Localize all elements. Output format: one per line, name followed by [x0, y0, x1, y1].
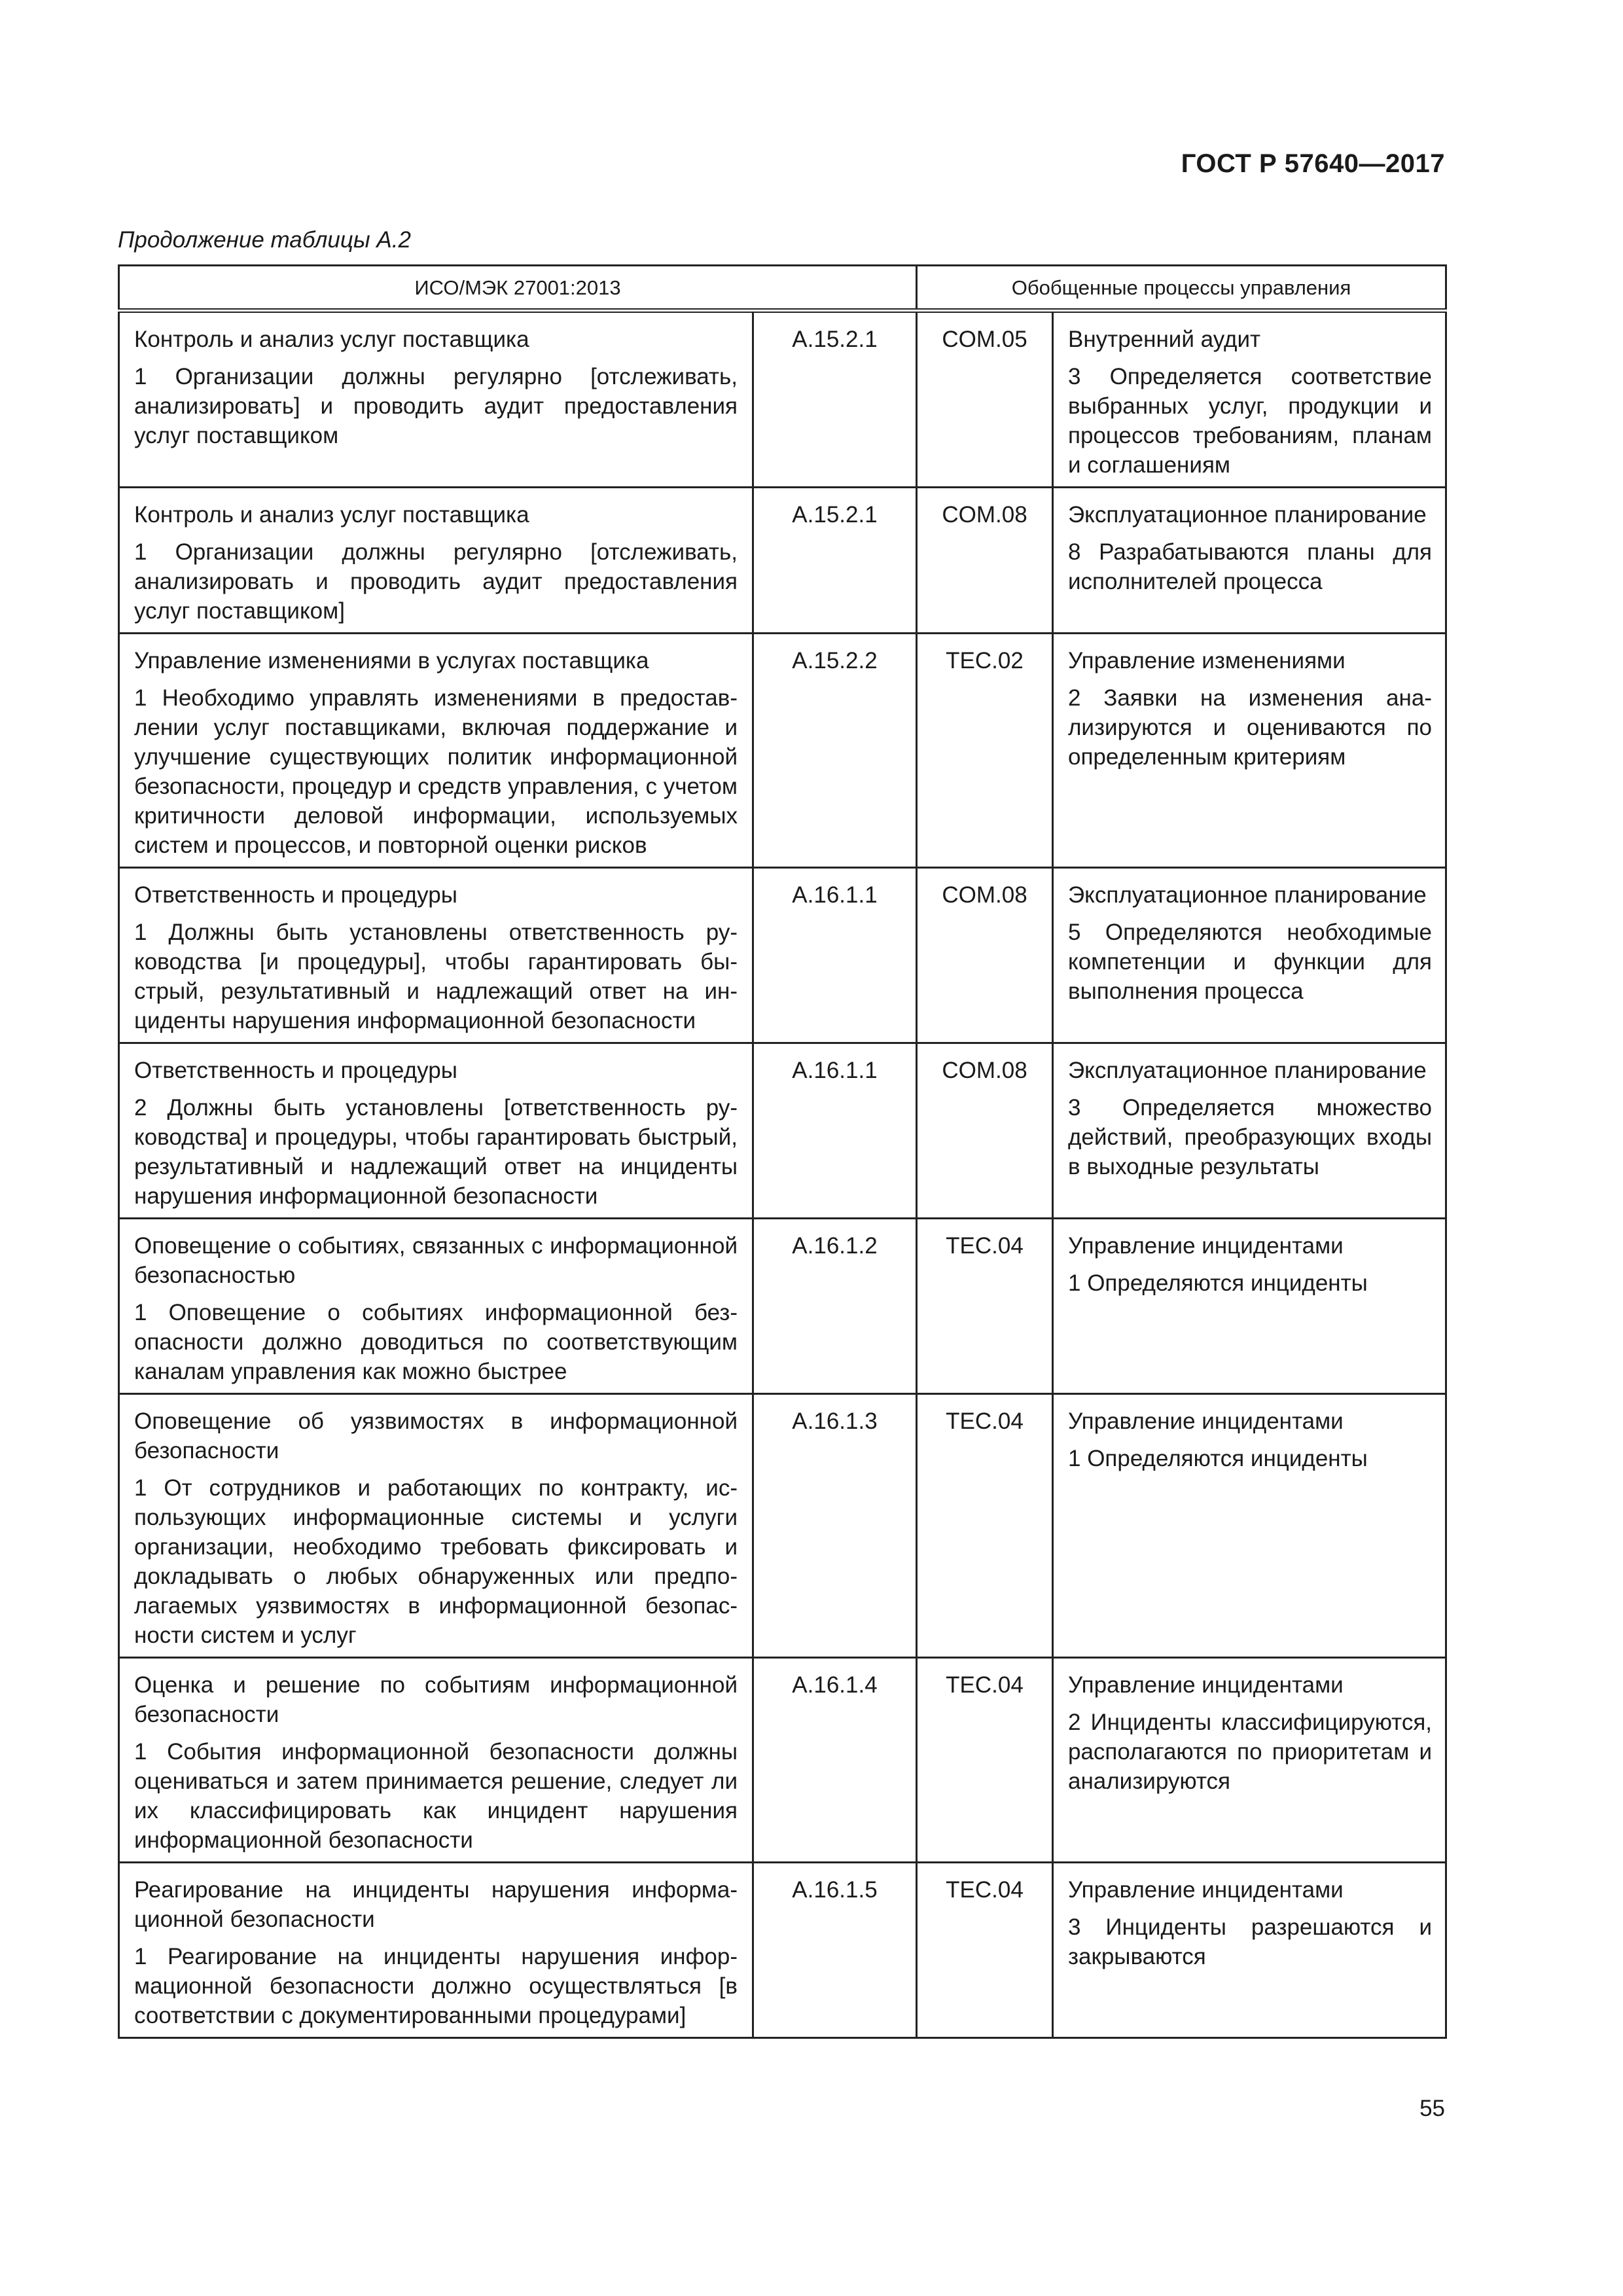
process-title: Управление инцидентами	[1068, 1672, 1344, 1698]
process-code: TEC.04	[917, 1394, 1053, 1658]
iso-control-code: А.16.1.3	[753, 1394, 917, 1658]
process-cell	[1053, 634, 1446, 868]
process-title: Управление инцидентами	[1068, 1408, 1344, 1434]
table-row	[119, 1043, 1446, 1219]
table-row	[119, 634, 1446, 868]
requirement-cell	[119, 868, 753, 1043]
requirement-cell	[119, 1658, 753, 1863]
process-title: Эксплуатационное планирование	[1068, 1058, 1427, 1083]
requirement-cell	[119, 1219, 753, 1394]
requirement-cell	[119, 634, 753, 868]
process-title: Управление изменениями	[1068, 648, 1346, 673]
table-row	[119, 1863, 1446, 2038]
requirement-title: Контроль и анализ услуг поставщика	[134, 327, 529, 352]
table-row	[119, 1658, 1446, 1863]
requirement-title: Контроль и анализ услуг поставщика	[134, 502, 529, 528]
process-code: COM.08	[917, 868, 1053, 1043]
requirement-cell	[119, 1394, 753, 1658]
process-code: TEC.04	[917, 1863, 1053, 2038]
process-title: Эксплуатационное планирование	[1068, 502, 1427, 528]
table-row	[119, 1219, 1446, 1394]
iso-control-code: А.15.2.2	[753, 634, 917, 868]
requirement-text: 1 От сотрудников и работающих по контракту, использующих информационные системы и услуги организации, необходимо требовать фиксировать и докладывать о любых обнаруженных или предполагаемых уязвимостях в информационной безопасности систем и услуг	[134, 1475, 738, 1648]
requirement-cell	[119, 1043, 753, 1219]
document-code: ГОСТ Р 57640—2017	[1181, 149, 1445, 178]
mapping-table	[118, 264, 1447, 2039]
iso-control-code: А.16.1.4	[753, 1658, 917, 1863]
process-title: Управление инцидентами	[1068, 1233, 1344, 1259]
requirement-title: Управление изменениями в услугах поставщика	[134, 648, 649, 673]
iso-control-code: А.16.1.5	[753, 1863, 917, 2038]
iso-control-code: А.16.1.1	[753, 868, 917, 1043]
process-text: 3 Определяется соответствие выбранных услуг, продукции и процессов требованиям, планам и соглашениям	[1068, 364, 1432, 478]
requirement-cell	[119, 488, 753, 634]
process-text: 8 Разрабатываются планы для исполнителей процесса	[1068, 539, 1432, 594]
iso-control-code: А.15.2.1	[753, 488, 917, 634]
process-cell	[1053, 488, 1446, 634]
header-generic-processes: Обобщенные процессы управления	[917, 266, 1446, 311]
requirement-text: 1 Организации должны регулярно [отслеживать, анализировать и проводить аудит предоставления услуг поставщиком]	[134, 539, 738, 624]
process-cell	[1053, 311, 1446, 488]
process-text: 2 Заявки на изменения анализируются и оцениваются по определенным критериям	[1068, 685, 1432, 770]
process-code: TEC.02	[917, 634, 1053, 868]
requirement-text: 1 Должны быть установлены ответственность руководства [и процедуры], чтобы гарантировать быстрый, результативный и надлежащий ответ на инциденты нарушения информационной безопасности	[134, 920, 738, 1033]
process-title: Эксплуатационное планирование	[1068, 882, 1427, 908]
process-code: TEC.04	[917, 1658, 1053, 1863]
process-text: 1 Определяются инциденты	[1068, 1446, 1368, 1471]
process-cell	[1053, 1219, 1446, 1394]
process-code: COM.08	[917, 1043, 1053, 1219]
process-code: COM.08	[917, 488, 1053, 634]
process-text: 3 Определяется множество действий, преобразующих входы в выходные результаты	[1068, 1095, 1432, 1179]
requirement-text: 2 Должны быть установлены [ответственность руководства] и процедуры, чтобы гарантировать быстрый, результативный и надлежащий ответ на инциденты нарушения информационной безопасности	[134, 1095, 738, 1209]
iso-control-code: А.16.1.2	[753, 1219, 917, 1394]
process-text: 2 Инциденты классифицируются, располагаются по приоритетам и анализируются	[1068, 1710, 1432, 1794]
iso-control-code: А.15.2.1	[753, 311, 917, 488]
table-row	[119, 488, 1446, 634]
table-row	[119, 868, 1446, 1043]
requirement-cell	[119, 1863, 753, 2038]
process-cell	[1053, 1394, 1446, 1658]
process-cell	[1053, 1658, 1446, 1863]
requirement-title: Оценка и решение по событиям информационной безопасности	[134, 1672, 738, 1727]
requirement-title: Ответственность и процедуры	[134, 1058, 457, 1083]
table-row	[119, 1394, 1446, 1658]
requirement-text: 1 Необходимо управлять изменениями в предоставлении услуг поставщиками, включая поддержание и улучшение существующих политик информационной безопасности, процедур и средств управления, с учетом критичности деловой информации, используемых систем и процессов, и повторной оценки рисков	[134, 685, 738, 858]
requirement-text: 1 События информационной безопасности должны оцениваться и затем принимается решение, следует ли их классифицировать как инцидент нарушения информационной безопасности	[134, 1739, 738, 1853]
table-row	[119, 311, 1446, 488]
header-iso-standard: ИСО/МЭК 27001:2013	[119, 266, 917, 311]
process-code: TEC.04	[917, 1219, 1053, 1394]
process-text: 3 Инциденты разрешаются и закрываются	[1068, 1914, 1432, 1969]
requirement-title: Оповещение об уязвимостях в информационной безопасности	[134, 1408, 738, 1463]
process-code: COM.05	[917, 311, 1053, 488]
process-cell	[1053, 868, 1446, 1043]
iso-control-code: А.16.1.1	[753, 1043, 917, 1219]
requirement-text: 1 Организации должны регулярно [отслеживать, анализировать] и проводить аудит предоставления услуг поставщиком	[134, 364, 738, 448]
requirement-title: Ответственность и процедуры	[134, 882, 457, 908]
requirement-title: Реагирование на инциденты нарушения информационной безопасности	[134, 1877, 738, 1932]
process-cell	[1053, 1863, 1446, 2038]
process-title: Управление инцидентами	[1068, 1877, 1344, 1903]
process-cell	[1053, 1043, 1446, 1219]
requirement-text: 1 Оповещение о событиях информационной безопасности должно доводиться по соответствующим каналам управления как можно быстрее	[134, 1300, 738, 1384]
requirement-text: 1 Реагирование на инциденты нарушения информационной безопасности должно осуществляться [в соответствии с документированными процедурами]	[134, 1944, 738, 2028]
table-caption: Продолжение таблицы А.2	[118, 227, 411, 253]
process-text: 1 Определяются инциденты	[1068, 1270, 1368, 1296]
requirement-title: Оповещение о событиях, связанных с информационной безопасностью	[134, 1233, 738, 1288]
process-title: Внутренний аудит	[1068, 327, 1261, 352]
page-number: 55	[1419, 2096, 1445, 2121]
table-header-row	[119, 266, 1446, 311]
requirement-cell	[119, 311, 753, 488]
process-text: 5 Определяются необходимые компетенции и функции для выполнения процесса	[1068, 920, 1432, 1004]
